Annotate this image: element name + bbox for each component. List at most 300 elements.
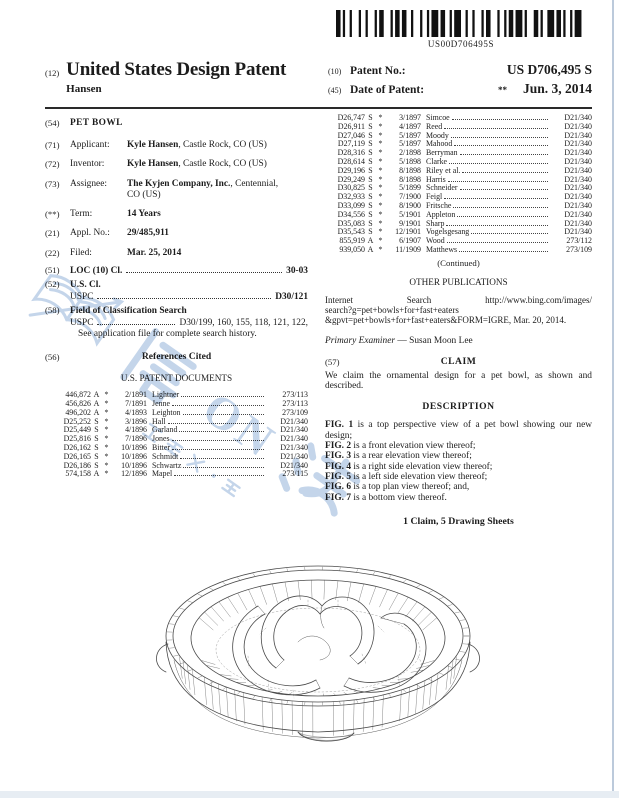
application-number-field bbox=[45, 228, 308, 240]
title-field bbox=[45, 118, 308, 130]
dot-leader bbox=[471, 233, 548, 234]
loc-value: 30-03 bbox=[286, 266, 308, 276]
field-label: Assignee: bbox=[70, 178, 107, 189]
fig-prefix: FIG. bbox=[325, 451, 345, 462]
ref-kind-code: S bbox=[368, 165, 373, 175]
ref-star: * bbox=[104, 469, 109, 479]
ref-star: * bbox=[104, 442, 109, 452]
ref-classification: D21/340 bbox=[564, 121, 592, 131]
ref-classification: D21/340 bbox=[564, 174, 592, 184]
ref-date: 8/1900 bbox=[399, 200, 421, 210]
field-number: (56) bbox=[45, 352, 60, 363]
ref-patent-number: D35,543 bbox=[337, 227, 365, 237]
field-of-search bbox=[45, 305, 308, 341]
header-right bbox=[328, 62, 592, 100]
ref-patent-number: 855,919 bbox=[339, 236, 365, 246]
field-number: (45) bbox=[328, 86, 342, 95]
ref-patent-number: D25,816 bbox=[63, 434, 91, 444]
field-label: Filed: bbox=[70, 247, 92, 258]
title-block bbox=[66, 60, 286, 95]
barcode bbox=[336, 10, 586, 37]
figure-description-line bbox=[325, 462, 592, 472]
publication-word: Internet bbox=[325, 294, 353, 305]
inventor-value bbox=[127, 159, 308, 171]
fig-number: 3 bbox=[346, 451, 352, 462]
publication-line: &gpvt=pet+bowls+for+fast+eaters&FORM=IGRE, Mar. 20, 2014. bbox=[325, 314, 567, 325]
examiner-separator: — bbox=[395, 335, 410, 346]
assignee-address-line2: CO (US) bbox=[127, 190, 161, 200]
fig-prefix: FIG. bbox=[325, 461, 345, 472]
fig-text: is a right side elevation view thereof; bbox=[353, 461, 493, 472]
ref-kind-code: S bbox=[368, 121, 373, 131]
reference-row bbox=[325, 184, 592, 193]
field-number: (72) bbox=[45, 159, 60, 169]
page-edge-right bbox=[612, 0, 614, 798]
ref-kind-code: S bbox=[94, 434, 99, 444]
uspc-label: USPC bbox=[70, 318, 94, 328]
ref-classification: D21/340 bbox=[564, 156, 592, 166]
field-number: (22) bbox=[45, 247, 60, 258]
ref-date: 12/1896 bbox=[121, 469, 147, 479]
applicant-value bbox=[127, 140, 308, 152]
ref-kind-code: S bbox=[94, 451, 99, 461]
field-number: (21) bbox=[45, 228, 60, 238]
ref-inventor-name: Schwartz bbox=[152, 460, 182, 470]
fig-number: 2 bbox=[346, 441, 352, 452]
ref-date: 6/1907 bbox=[399, 236, 421, 246]
claim-title: CLAIM bbox=[440, 356, 477, 368]
ref-patent-number: D27,046 bbox=[337, 130, 365, 140]
field-number: (52) bbox=[45, 278, 60, 289]
ref-star: * bbox=[378, 113, 383, 122]
ref-inventor-name: Fritsche bbox=[426, 200, 452, 210]
field-number: (51) bbox=[45, 265, 60, 275]
ref-classification: 273/113 bbox=[282, 399, 308, 408]
us-cl-label: U.S. Cl. bbox=[70, 279, 101, 290]
ref-kind-code: S bbox=[94, 425, 99, 435]
reference-row bbox=[325, 114, 592, 123]
ref-star: * bbox=[378, 227, 383, 237]
ref-kind-code: S bbox=[368, 139, 373, 149]
ref-inventor-name: Appleton bbox=[426, 209, 456, 219]
ref-inventor-name: Sharp bbox=[426, 218, 445, 228]
reference-row bbox=[325, 193, 592, 202]
ref-date: 7/1900 bbox=[399, 192, 421, 202]
document-title: United States Design Patent bbox=[66, 59, 287, 80]
reference-row bbox=[325, 176, 592, 185]
invention-title: PET BOWL bbox=[70, 118, 123, 128]
ref-kind-code: S bbox=[368, 130, 373, 140]
ref-kind-code: A bbox=[93, 469, 100, 479]
ref-kind-code: S bbox=[368, 113, 373, 122]
figure-description-line bbox=[325, 482, 592, 492]
dot-leader bbox=[183, 467, 264, 468]
ref-patent-number: D35,083 bbox=[337, 218, 365, 228]
date-label: Date of Patent: bbox=[350, 84, 425, 96]
ref-patent-number: D30,825 bbox=[337, 183, 365, 193]
ref-inventor-name: Hall bbox=[152, 416, 166, 426]
fig-number: 7 bbox=[346, 492, 352, 503]
ref-date: 3/1897 bbox=[399, 113, 421, 122]
ref-classification: D21/340 bbox=[564, 209, 592, 219]
ref-patent-number: 939,050 bbox=[339, 244, 365, 254]
ref-kind-code: S bbox=[368, 200, 373, 210]
dot-leader bbox=[447, 242, 548, 243]
ref-patent-number: D29,249 bbox=[337, 174, 365, 184]
fig-number: 5 bbox=[346, 471, 352, 482]
ref-kind-code: A bbox=[367, 236, 374, 246]
ref-inventor-name: Garland bbox=[152, 425, 178, 435]
fig-text: is a bottom view thereof. bbox=[353, 492, 447, 503]
dot-leader bbox=[180, 458, 264, 459]
loc-label: LOC (10) Cl. bbox=[70, 266, 123, 276]
ref-patent-number: D26,162 bbox=[63, 442, 91, 452]
continued-note: (Continued) bbox=[437, 257, 480, 268]
assignee-address: , Centennial, bbox=[230, 178, 279, 189]
ref-date: 10/1896 bbox=[121, 442, 147, 452]
dot-leader bbox=[444, 128, 548, 129]
applicant-field bbox=[45, 140, 308, 152]
ref-star: * bbox=[104, 390, 109, 400]
ref-date: 4/1893 bbox=[125, 407, 147, 417]
ref-classification: D21/340 bbox=[564, 165, 592, 175]
reference-row bbox=[325, 123, 592, 132]
ref-date: 5/1897 bbox=[399, 139, 421, 149]
uspc-label: USPC bbox=[70, 292, 94, 302]
publication-word: Search bbox=[406, 294, 432, 305]
reference-row bbox=[325, 132, 592, 141]
patent-no-value: US D706,495 S bbox=[506, 62, 592, 77]
ref-inventor-name: Lightner bbox=[152, 390, 180, 400]
ref-inventor-name: Moody bbox=[426, 130, 449, 140]
search-history-note: See application file for complete search history. bbox=[78, 329, 257, 340]
ref-classification: D21/340 bbox=[280, 416, 308, 426]
patent-no-label: Patent No.: bbox=[350, 65, 406, 77]
dot-leader bbox=[457, 216, 548, 217]
ref-inventor-name: Schmidt bbox=[152, 451, 179, 461]
ref-date: 5/1897 bbox=[399, 130, 421, 140]
ref-star: * bbox=[104, 460, 109, 470]
ref-kind-code: S bbox=[368, 209, 373, 219]
figure-description-line bbox=[325, 451, 592, 461]
ref-date: 4/1897 bbox=[399, 121, 421, 131]
reference-row bbox=[325, 140, 592, 149]
ref-inventor-name: Schneider bbox=[426, 183, 458, 193]
ref-date: 7/1896 bbox=[125, 434, 147, 444]
reference-row bbox=[325, 149, 592, 158]
page-edge-bottom bbox=[0, 791, 619, 798]
ref-patent-number: 496,202 bbox=[65, 407, 91, 417]
figure-description-line bbox=[325, 493, 592, 503]
dot-leader bbox=[97, 324, 175, 325]
dot-leader bbox=[444, 198, 548, 199]
ref-star: * bbox=[378, 218, 383, 228]
ref-date: 12/1901 bbox=[395, 227, 421, 237]
fig-text: is a left side elevation view thereof; bbox=[353, 471, 488, 482]
ref-date: 10/1896 bbox=[121, 451, 147, 461]
uspc-value: D30/121 bbox=[275, 292, 308, 302]
ref-date: 7/1891 bbox=[125, 399, 147, 408]
field-number: (58) bbox=[45, 304, 60, 315]
ref-inventor-name: Bitter bbox=[152, 442, 170, 452]
inventor-address: , Castle Rock, CO (US) bbox=[178, 159, 267, 169]
ref-kind-code: A bbox=[93, 407, 100, 417]
field-number: (73) bbox=[45, 178, 60, 189]
search-classes: D30/199, 160, 155, 118, 121, 122, bbox=[179, 318, 308, 328]
ref-classification: 273/109 bbox=[566, 244, 592, 254]
filed-field bbox=[45, 248, 308, 260]
fig-prefix: FIG. bbox=[325, 420, 345, 431]
dot-leader bbox=[460, 189, 548, 190]
description-heading bbox=[325, 401, 592, 414]
ref-date: 8/1898 bbox=[399, 165, 421, 175]
inventor-surname: Hansen bbox=[66, 83, 102, 95]
publication-url: http://www.bing.com/images/ bbox=[485, 294, 592, 305]
ref-kind-code: A bbox=[93, 399, 100, 408]
references-table-left bbox=[51, 391, 308, 479]
ref-classification: D21/340 bbox=[564, 139, 592, 149]
ref-patent-number: 456,826 bbox=[65, 399, 91, 408]
ref-date: 11/1909 bbox=[395, 244, 421, 254]
ref-patent-number: 574,158 bbox=[65, 469, 91, 479]
ref-classification: D21/340 bbox=[564, 200, 592, 210]
reference-row bbox=[325, 211, 592, 220]
assignee-value bbox=[127, 179, 308, 191]
reference-row bbox=[325, 228, 592, 237]
dot-leader bbox=[446, 225, 548, 226]
field-label: Applicant: bbox=[70, 139, 110, 150]
ref-patent-number: D25,449 bbox=[63, 425, 91, 435]
figure-description-line bbox=[325, 420, 592, 441]
dot-leader bbox=[168, 423, 264, 424]
ref-inventor-name: Jones bbox=[152, 434, 170, 444]
ref-classification: D21/340 bbox=[280, 442, 308, 452]
fig-text: is a rear elevation view thereof; bbox=[353, 451, 472, 462]
dot-leader bbox=[449, 163, 548, 164]
field-number: (10) bbox=[328, 67, 342, 76]
kind-code-number: (12) bbox=[45, 68, 60, 78]
ref-kind-code: S bbox=[368, 183, 373, 193]
reference-row bbox=[51, 470, 308, 479]
dot-leader bbox=[448, 181, 548, 182]
ref-inventor-name: Jenne bbox=[152, 399, 170, 408]
ref-date: 9/1901 bbox=[399, 218, 421, 228]
reference-row bbox=[325, 237, 592, 246]
assignee-name: The Kyjen Company, Inc. bbox=[127, 178, 231, 189]
ref-patent-number: D26,165 bbox=[63, 451, 91, 461]
term-value: 14 Years bbox=[127, 208, 161, 219]
dot-leader bbox=[454, 145, 548, 146]
ref-star: * bbox=[378, 130, 383, 140]
ref-patent-number: D28,316 bbox=[337, 148, 365, 158]
publication-line: search?g=pet+bowls+for+fast+eaters bbox=[325, 304, 459, 315]
dot-leader bbox=[172, 405, 264, 406]
patent-number-row bbox=[328, 62, 592, 78]
ref-star: * bbox=[104, 416, 109, 426]
ref-star: * bbox=[104, 399, 109, 408]
dot-leader bbox=[172, 449, 264, 450]
ref-classification: D21/340 bbox=[280, 425, 308, 435]
ref-patent-number: 446,872 bbox=[65, 390, 91, 400]
dot-leader bbox=[459, 251, 548, 252]
ref-patent-number: D32,933 bbox=[337, 192, 365, 202]
inventor-name: Kyle Hansen bbox=[127, 159, 179, 169]
ref-date: 8/1898 bbox=[399, 174, 421, 184]
ref-inventor-name: Harris bbox=[426, 174, 446, 184]
barcode-text: US00D706495S bbox=[427, 39, 495, 49]
ref-classification: D21/340 bbox=[564, 218, 592, 228]
figure-description-line bbox=[325, 441, 592, 451]
watermark-latin-text: ON bbox=[194, 381, 287, 468]
ref-star: * bbox=[104, 434, 109, 444]
ref-star: * bbox=[378, 148, 383, 158]
ref-classification: 273/113 bbox=[282, 390, 308, 400]
fig-number: 4 bbox=[346, 461, 352, 472]
fig-text: is a front elevation view thereof; bbox=[353, 441, 476, 452]
ref-inventor-name: Wood bbox=[426, 236, 445, 246]
header-divider bbox=[45, 107, 592, 109]
ref-inventor-name: Riley et al. bbox=[426, 165, 461, 175]
term-field bbox=[45, 209, 308, 221]
ref-date: 4/1896 bbox=[125, 425, 147, 435]
reference-row bbox=[325, 202, 592, 211]
ref-inventor-name: Reed bbox=[426, 121, 443, 131]
ref-star: * bbox=[378, 156, 383, 166]
ref-patent-number: D26,911 bbox=[337, 121, 365, 131]
dot-leader bbox=[183, 414, 265, 415]
ref-kind-code: S bbox=[94, 460, 99, 470]
header-left bbox=[45, 60, 286, 95]
ref-classification: D21/340 bbox=[564, 183, 592, 193]
field-number: (**) bbox=[45, 208, 60, 219]
claim-heading bbox=[325, 356, 592, 369]
ref-patent-number: D29,196 bbox=[337, 165, 365, 175]
dot-leader bbox=[172, 440, 264, 441]
ref-classification: 273/115 bbox=[282, 469, 308, 479]
field-number: (57) bbox=[325, 357, 340, 368]
ref-date: 5/1901 bbox=[399, 209, 421, 219]
ref-kind-code: S bbox=[368, 156, 373, 166]
ref-classification: D21/340 bbox=[564, 192, 592, 202]
ref-patent-number: D27,119 bbox=[337, 139, 365, 149]
publication-line bbox=[325, 295, 592, 305]
fig-prefix: FIG. bbox=[325, 482, 345, 493]
dot-leader bbox=[179, 431, 264, 432]
left-column bbox=[45, 118, 308, 479]
ref-classification: D21/340 bbox=[280, 460, 308, 470]
ref-inventor-name: Berryman bbox=[426, 148, 458, 158]
us-patent-documents-heading: U.S. PATENT DOCUMENTS bbox=[120, 372, 233, 383]
dot-leader bbox=[460, 154, 548, 155]
ref-star: * bbox=[378, 183, 383, 193]
field-label: Inventor: bbox=[70, 159, 105, 169]
ref-star: * bbox=[378, 244, 383, 254]
term-asterisks: ** bbox=[497, 85, 507, 95]
references-heading bbox=[45, 351, 308, 364]
applicant-name: Kyle Hansen bbox=[127, 139, 179, 150]
reference-row bbox=[325, 246, 592, 255]
fig-text: is a top plan view thereof; and, bbox=[353, 482, 470, 493]
ref-kind-code: S bbox=[368, 218, 373, 228]
dot-leader bbox=[97, 298, 271, 299]
date-of-patent-row bbox=[328, 81, 592, 97]
ref-star: * bbox=[104, 425, 109, 435]
claims-sheets-line: 1 Claim, 5 Drawing Sheets bbox=[403, 515, 514, 527]
ref-date: 2/1891 bbox=[125, 390, 147, 400]
filing-date: Mar. 25, 2014 bbox=[127, 247, 182, 258]
fig-text: is a top perspective view of a pet bowl showing our new design; bbox=[325, 420, 593, 441]
applicant-address: , Castle Rock, CO (US) bbox=[178, 139, 267, 150]
ref-classification: D21/340 bbox=[564, 227, 592, 237]
description-title: DESCRIPTION bbox=[422, 400, 495, 412]
ref-classification: D21/340 bbox=[564, 148, 592, 158]
ref-kind-code: S bbox=[368, 192, 373, 202]
ref-classification: D21/340 bbox=[564, 130, 592, 140]
ref-inventor-name: Matthews bbox=[426, 244, 458, 254]
ref-patent-number: D26,186 bbox=[63, 460, 91, 470]
ref-inventor-name: Simcoe bbox=[426, 113, 450, 122]
ref-inventor-name: Vogelsgesang bbox=[426, 227, 470, 237]
ref-star: * bbox=[104, 451, 109, 461]
inventor-field bbox=[45, 159, 308, 171]
ref-star: * bbox=[378, 209, 383, 219]
ref-classification: 273/112 bbox=[566, 236, 592, 246]
ref-classification: D21/340 bbox=[280, 451, 308, 461]
fig-prefix: FIG. bbox=[325, 441, 345, 452]
claim-text: We claim the ornamental design for a pet bowl, as shown and described. bbox=[325, 370, 592, 392]
reference-row bbox=[325, 167, 592, 176]
ref-star: * bbox=[378, 174, 383, 184]
ref-star: * bbox=[378, 200, 383, 210]
dot-leader bbox=[181, 396, 264, 397]
ref-date: 2/1898 bbox=[399, 148, 421, 158]
ref-classification: D21/340 bbox=[564, 113, 592, 122]
ref-inventor-name: Feigl bbox=[426, 192, 443, 202]
ref-inventor-name: Clarke bbox=[426, 156, 448, 166]
ref-date: 10/1896 bbox=[121, 460, 147, 470]
other-publications-heading: OTHER PUBLICATIONS bbox=[409, 277, 508, 288]
dot-leader bbox=[126, 272, 282, 273]
assignee-field bbox=[45, 179, 308, 202]
ref-inventor-name: Mahood bbox=[426, 139, 453, 149]
ref-kind-code: S bbox=[94, 416, 99, 426]
ref-kind-code: S bbox=[368, 227, 373, 237]
dot-leader bbox=[462, 172, 548, 173]
references-title: References Cited bbox=[141, 351, 212, 363]
ref-inventor-name: Leighton bbox=[152, 407, 181, 417]
ref-kind-code: A bbox=[367, 244, 374, 254]
primary-examiner-line bbox=[325, 336, 592, 348]
dot-leader bbox=[174, 475, 264, 476]
fig-number: 1 bbox=[348, 420, 354, 431]
fig-prefix: FIG. bbox=[325, 492, 345, 503]
field-label: Appl. No.: bbox=[70, 228, 110, 238]
field-of-search-label: Field of Classification Search bbox=[70, 305, 187, 316]
ref-patent-number: D26,747 bbox=[337, 113, 365, 122]
ref-patent-number: D33,099 bbox=[337, 200, 365, 210]
right-column bbox=[325, 114, 592, 527]
patent-figure-pet-bowl-drawing bbox=[148, 556, 488, 766]
ref-kind-code: A bbox=[93, 390, 100, 400]
fig-prefix: FIG. bbox=[325, 471, 345, 482]
references-table-right bbox=[325, 114, 592, 255]
ref-star: * bbox=[378, 121, 383, 131]
ref-star: * bbox=[378, 192, 383, 202]
ref-inventor-name: Mapel bbox=[152, 469, 173, 479]
search-classes-line bbox=[70, 318, 308, 328]
ref-classification: D21/340 bbox=[280, 434, 308, 444]
field-label: Term: bbox=[70, 208, 93, 219]
